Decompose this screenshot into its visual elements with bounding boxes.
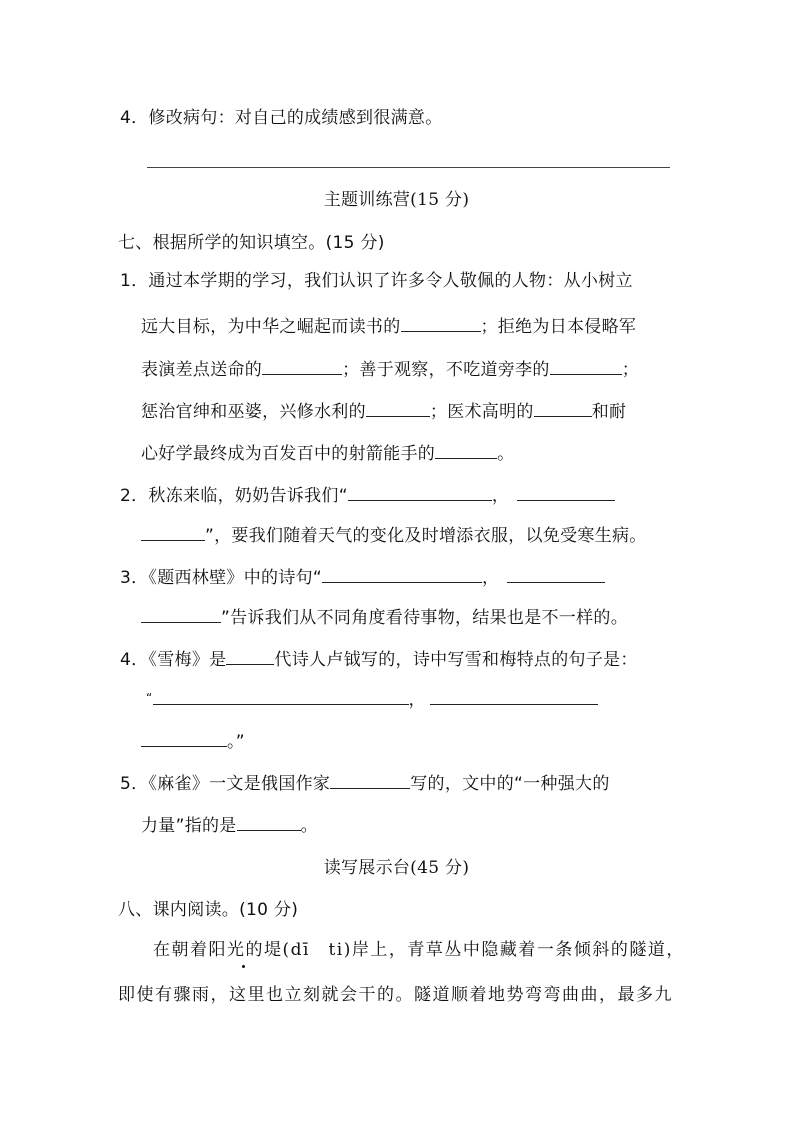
- blank-field[interactable]: [141, 606, 221, 623]
- blank-field[interactable]: [153, 688, 409, 705]
- question-7-heading: 七、根据所学的知识填空。(15 分): [118, 233, 385, 253]
- blank-field[interactable]: [430, 688, 598, 705]
- q7-item4-text: 代诗人卢钺写的，诗中写雪和梅特点的句子是：: [274, 650, 638, 670]
- section-title-reading: 读写展示台(45 分): [323, 858, 470, 878]
- q7-item2-text: 2．秋冻来临，奶奶告诉我们“: [120, 486, 348, 506]
- q7-item3-text: ”告诉我们从不同角度看待事物，结果也是不一样的。: [221, 608, 629, 628]
- q7-item1-text: 和耐: [591, 402, 627, 422]
- q7-item1-text: 心好学最终成为百发百中的射箭能手的: [141, 444, 436, 464]
- question-4-revise-sentence: 4．修改病句：对自己的成绩感到很满意。: [120, 108, 443, 128]
- q7-item1-line5: [141, 442, 514, 464]
- blank-field[interactable]: [262, 358, 342, 375]
- q7-item4-line1: [120, 648, 638, 670]
- blank-field[interactable]: [366, 400, 430, 417]
- q7-item5-text: 写的，文中的“一种强大的: [410, 774, 610, 794]
- emphasis-dot: [242, 965, 245, 968]
- q7-item2-text: ”，要我们随着天气的变化及时增添衣服，以免受寒生病。: [205, 526, 647, 546]
- blank-field[interactable]: [550, 358, 622, 375]
- blank-field[interactable]: [237, 814, 301, 831]
- q7-item3-line1: [120, 566, 605, 588]
- q7-item1-text: 。: [497, 444, 515, 464]
- q7-item4-text: “: [146, 691, 153, 705]
- blank-field[interactable]: [401, 315, 481, 332]
- q7-item4-text: 4．《雪梅》是: [120, 650, 227, 670]
- q7-item5-text: 力量”指的是: [141, 816, 237, 836]
- question-8-heading: 八、课内阅读。(10 分): [118, 900, 299, 920]
- q7-item1-text: 表演差点送命的: [141, 360, 263, 380]
- q7-item4-text: 。”: [227, 732, 245, 752]
- passage-line-2: 即使有骤雨，这里也立刻就会干的。隧道顺着地势弯弯曲曲，最多九: [118, 985, 673, 1005]
- q7-item1-text: 远大目标，为中华之崛起而读书的: [141, 317, 401, 337]
- q7-item3-line2: [141, 606, 628, 628]
- q7-item5-text: 5．《麻雀》一文是俄国作家: [120, 774, 331, 794]
- q7-item1-text: ；医术高明的: [429, 402, 534, 422]
- blank-field[interactable]: [330, 772, 410, 789]
- q7-item3-text: 3．《题西林壁》中的诗句“: [120, 568, 323, 588]
- q7-item1-line4: [141, 400, 626, 422]
- q7-item1-text: ；拒绝为日本侵略军: [480, 317, 637, 337]
- blank-field[interactable]: [348, 484, 492, 501]
- q7-item2-line2: [141, 524, 647, 546]
- q7-item4-line2: [146, 688, 598, 710]
- passage-line-1: 在朝着阳光的堤(dī ti)岸上，青草丛中隐藏着一条倾斜的隧道，: [153, 940, 685, 960]
- section-title-theme: 主题训练营(15 分): [323, 190, 470, 210]
- q7-item1-text: ；善于观察，不吃道旁李的: [342, 360, 550, 380]
- q7-item1-text: 惩治官绅和巫婆，兴修水利的: [141, 402, 366, 422]
- q7-item1-line3: [141, 358, 639, 380]
- blank-field[interactable]: [322, 566, 482, 583]
- blank-field[interactable]: [507, 566, 605, 583]
- blank-field[interactable]: [141, 524, 205, 541]
- q7-item4-text: ，: [408, 690, 426, 710]
- blank-field[interactable]: [435, 442, 497, 459]
- blank-field[interactable]: [226, 648, 274, 665]
- q7-item2-text: ，: [491, 486, 510, 506]
- q7-item5-line1: [120, 772, 610, 794]
- q7-item1-text: ；: [621, 360, 640, 380]
- q7-item5-line2: [141, 814, 318, 836]
- q7-item1-line1: 1．通过本学期的学习，我们认识了许多令人敬佩的人物：从小树立: [120, 271, 633, 291]
- q7-item3-text: ，: [482, 568, 500, 588]
- q7-item5-text: 。: [300, 816, 318, 836]
- q7-item4-line3: [141, 730, 245, 752]
- q7-item2-line1: [120, 484, 615, 506]
- blank-field[interactable]: [517, 484, 615, 501]
- blank-field[interactable]: [534, 400, 592, 417]
- q7-item1-line2: [141, 315, 636, 337]
- answer-line: [147, 167, 670, 168]
- blank-field[interactable]: [141, 730, 227, 747]
